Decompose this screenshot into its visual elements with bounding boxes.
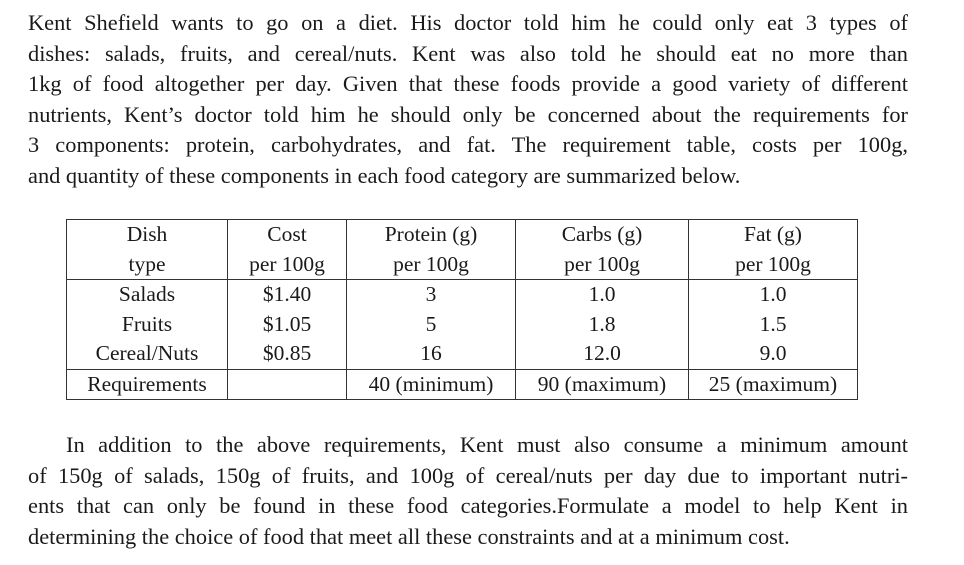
header-cell: Fat (g) [689,220,858,250]
table-cell: 1.8 [516,310,689,340]
table-cell: 5 [347,310,516,340]
document-page [28,8,908,549]
closing-line: determining the choice of food that meet all these constraints and at a minimum cost. [28,523,790,549]
header-cell: Protein (g) [347,220,516,250]
requirements-row [67,369,858,400]
table-cell: Salads [67,280,228,310]
intro-line: 3 components: protein, carbohydrates, and fat. The requirement table, costs per 100g, [28,132,908,157]
header-cell: Carbs (g) [516,220,689,250]
table-cell: Cereal/Nuts [67,339,228,369]
intro-line: 1kg of food altogether per day. Given that these foods provide a good variety of different [28,71,908,96]
table-cell: 90 (maximum) [516,369,689,400]
table-cell: 40 (minimum) [347,369,516,400]
table-cell: 9.0 [689,339,858,369]
table-row [67,280,858,310]
table-cell: 3 [347,280,516,310]
table-cell: 25 (maximum) [689,369,858,400]
table-cell: 1.5 [689,310,858,340]
table-cell: $1.05 [228,310,347,340]
table-cell: 1.0 [516,280,689,310]
closing-line: In addition to the above requirements, Kent must also consume a minimum amount [66,432,908,457]
table-cell: 16 [347,339,516,369]
table-cell [228,369,347,400]
table-cell: 1.0 [689,280,858,310]
intro-paragraph [28,8,908,191]
intro-line: and quantity of these components in each food category are summarized below. [28,162,741,188]
table-row [67,339,858,369]
closing-line: ents that can only be found in these food categories.Formulate a model to help Kent in [28,493,908,518]
intro-line: nutrients, Kent’s doctor told him he should only be concerned about the requirements for [28,101,908,127]
table-header-row [67,220,858,250]
closing-line: of 150g of salads, 150g of fruits, and 100g of cereal/nuts per day due to important nutri- [28,462,908,488]
header-cell: per 100g [516,250,689,280]
table-cell: $1.40 [228,280,347,310]
closing-paragraph [28,430,908,552]
requirements-table [66,219,858,400]
table-row [67,310,858,340]
header-cell: Cost [228,220,347,250]
header-cell: per 100g [347,250,516,280]
table-cell: $0.85 [228,339,347,369]
table-header-row [67,250,858,280]
intro-line: Kent Shefield wants to go on a diet. His doctor told him he could only eat 3 types of [28,10,908,35]
table-cell: 12.0 [516,339,689,369]
header-cell: Dish [67,220,228,250]
header-cell: type [67,250,228,280]
table-cell: Fruits [67,310,228,340]
table-cell: Requirements [67,369,228,400]
intro-line: dishes: salads, fruits, and cereal/nuts. Kent was also told he should eat no more than [28,40,908,66]
header-cell: per 100g [228,250,347,280]
header-cell: per 100g [689,250,858,280]
